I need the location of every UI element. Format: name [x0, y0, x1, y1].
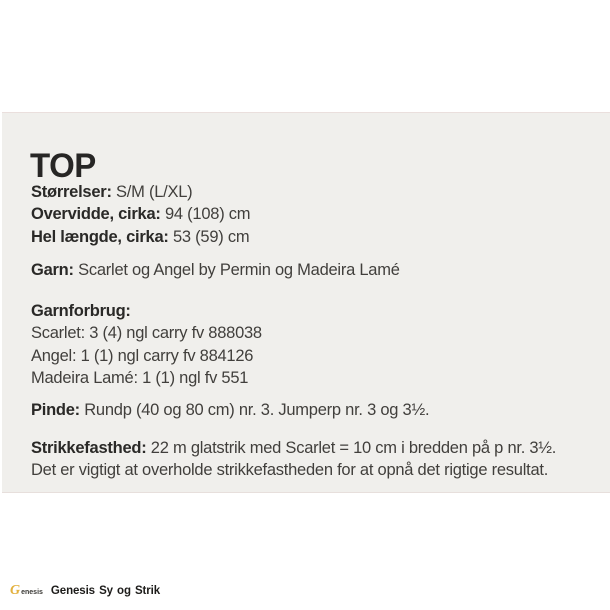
needles-block [31, 399, 429, 421]
needles-line [31, 399, 429, 421]
brand-name: Genesis Sy og Strik [50, 585, 161, 597]
chest-value: 94 (108) cm [160, 205, 251, 224]
chest-line [31, 203, 250, 225]
sizes-label: Størrelser: [31, 183, 112, 201]
yarn-usage-heading-text: Garnforbrug: [31, 302, 131, 320]
sizes-value: S/M (L/XL) [111, 183, 193, 201]
yarn-usage-heading [31, 300, 262, 322]
sizes-block [31, 181, 250, 248]
chest-label: Overvidde, cirka: [31, 205, 161, 224]
logo-small-text: enesis [21, 589, 43, 596]
length-label: Hel længde, cirka: [31, 227, 169, 246]
length-line [31, 226, 250, 248]
genesis-logo-icon [10, 585, 43, 597]
yarn-block [31, 259, 400, 281]
gauge-line [31, 437, 556, 459]
gauge-value: 22 m glatstrik med Scarlet = 10 cm i bredden på p nr. 3½. [146, 439, 557, 457]
yarn-value: Scarlet og Angel by Permin og Madeira Lamé [73, 261, 400, 279]
yarn-usage-block [31, 300, 262, 390]
sizes-line [31, 181, 250, 203]
gauge-label: Strikkefasthed: [31, 439, 147, 457]
length-value: 53 (59) cm [168, 227, 250, 246]
gauge-note: Det er vigtigt at overholde strikkefastheden for at opnå det rigtige resultat. [31, 461, 549, 480]
yarn-line [31, 259, 400, 281]
yarn-label: Garn: [31, 261, 74, 279]
logo-g-glyph: G [10, 583, 21, 598]
page-title: TOP [30, 146, 96, 185]
yarn-usage-item: Madeira Lamé: 1 (1) ngl fv 551 [31, 369, 249, 388]
yarn-usage-item: Angel: 1 (1) ngl carry fv 884126 [31, 346, 254, 365]
needles-label: Pinde: [31, 401, 80, 419]
footer [10, 583, 160, 599]
needles-value: Rundp (40 og 80 cm) nr. 3. Jumperp nr. 3 og 3½. [79, 401, 430, 419]
yarn-usage-item: Scarlet: 3 (4) ngl carry fv 888038 [31, 324, 262, 343]
gauge-block [31, 437, 556, 482]
